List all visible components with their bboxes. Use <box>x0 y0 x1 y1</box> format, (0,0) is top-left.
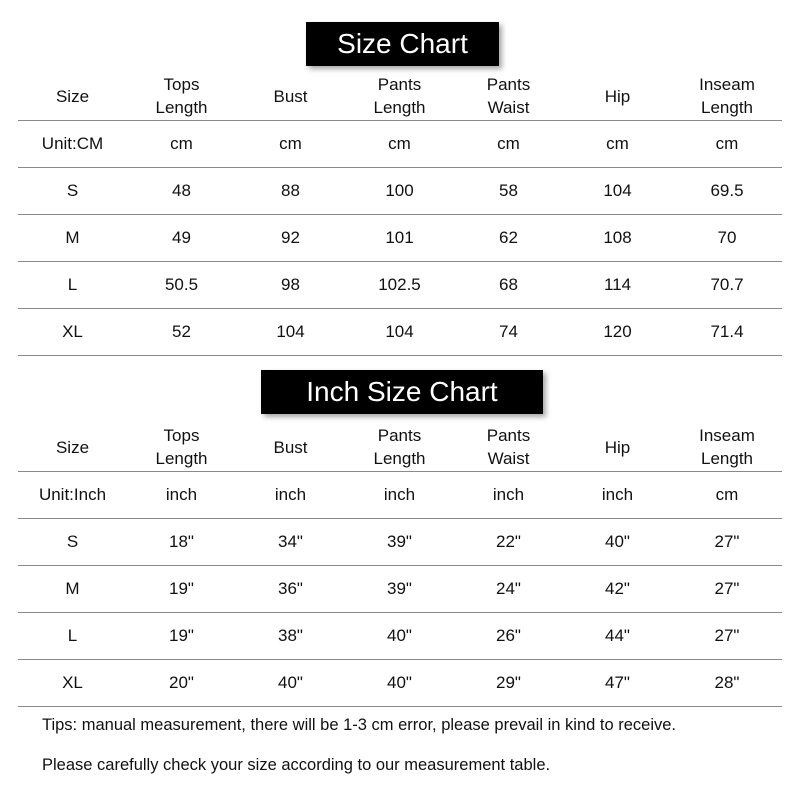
measurement-cell: cm <box>672 120 782 167</box>
measurement-cell: 92 <box>236 214 345 261</box>
measurement-cell: cm <box>563 120 672 167</box>
size-row <box>18 167 782 214</box>
size-label-cell: M <box>18 565 127 612</box>
size-label-cell: S <box>18 518 127 565</box>
tips-text: Tips: manual measurement, there will be 1-3 cm error, please prevail in kind to receive. <box>42 716 677 734</box>
size-row <box>18 518 782 565</box>
size-label-cell: M <box>18 214 127 261</box>
column-header: Pants Length <box>345 73 454 120</box>
measurement-cell: 88 <box>236 167 345 214</box>
column-header: Pants Length <box>345 424 454 471</box>
measurement-cell: 114 <box>563 261 672 308</box>
size-label-cell: XL <box>18 659 127 706</box>
measurement-cell: inch <box>345 471 454 518</box>
size-label-cell: L <box>18 261 127 308</box>
cm-size-table <box>18 73 782 356</box>
measurement-cell: 36" <box>236 565 345 612</box>
header-row <box>18 424 782 471</box>
measurement-cell: 48 <box>127 167 236 214</box>
measurement-cell: 19" <box>127 565 236 612</box>
column-header: Hip <box>563 424 672 471</box>
column-header: Pants Waist <box>454 73 563 120</box>
measurement-cell: 24" <box>454 565 563 612</box>
unit-row <box>18 471 782 518</box>
measurement-cell: 58 <box>454 167 563 214</box>
size-label-cell: L <box>18 612 127 659</box>
measurement-cell: 39" <box>345 518 454 565</box>
measurement-cell: 100 <box>345 167 454 214</box>
measurement-cell: 108 <box>563 214 672 261</box>
size-label-cell: S <box>18 167 127 214</box>
measurement-cell: cm <box>672 471 782 518</box>
column-header: Inseam Length <box>672 424 782 471</box>
column-header: Size <box>18 73 127 120</box>
measurement-cell: 69.5 <box>672 167 782 214</box>
unit-row <box>18 120 782 167</box>
measurement-cell: 40" <box>236 659 345 706</box>
measurement-cell: 68 <box>454 261 563 308</box>
measurement-cell: 98 <box>236 261 345 308</box>
size-row <box>18 612 782 659</box>
measurement-cell: 39" <box>345 565 454 612</box>
column-header: Hip <box>563 73 672 120</box>
measurement-cell: 40" <box>345 659 454 706</box>
size-row <box>18 308 782 355</box>
measurement-cell: 120 <box>563 308 672 355</box>
measurement-cell: 40" <box>563 518 672 565</box>
measurement-cell: inch <box>127 471 236 518</box>
measurement-cell: 28" <box>672 659 782 706</box>
column-header: Bust <box>236 73 345 120</box>
measurement-cell: 74 <box>454 308 563 355</box>
measurement-cell: 101 <box>345 214 454 261</box>
measurement-cell: 47" <box>563 659 672 706</box>
measurement-cell: 42" <box>563 565 672 612</box>
measurement-cell: 70.7 <box>672 261 782 308</box>
measurement-cell: 104 <box>236 308 345 355</box>
measurement-cell: 20" <box>127 659 236 706</box>
size-label-cell: XL <box>18 308 127 355</box>
measurement-cell: inch <box>563 471 672 518</box>
size-row <box>18 261 782 308</box>
measurement-cell: 49 <box>127 214 236 261</box>
measurement-cell: 29" <box>454 659 563 706</box>
measurement-cell: 44" <box>563 612 672 659</box>
column-header: Pants Waist <box>454 424 563 471</box>
column-header: Inseam Length <box>672 73 782 120</box>
measurement-cell: cm <box>454 120 563 167</box>
measurement-cell: 52 <box>127 308 236 355</box>
measurement-cell: cm <box>236 120 345 167</box>
measurement-cell: 38" <box>236 612 345 659</box>
column-header: Bust <box>236 424 345 471</box>
size-row <box>18 214 782 261</box>
header-row <box>18 73 782 120</box>
size-label-cell: Unit:Inch <box>18 471 127 518</box>
measurement-cell: inch <box>454 471 563 518</box>
measurement-cell: 71.4 <box>672 308 782 355</box>
measurement-cell: 27" <box>672 565 782 612</box>
measurement-cell: inch <box>236 471 345 518</box>
check-size-note: Please carefully check your size according to our measurement table. <box>42 756 551 774</box>
measurement-cell: 34" <box>236 518 345 565</box>
measurement-cell: 19" <box>127 612 236 659</box>
measurement-cell: 102.5 <box>345 261 454 308</box>
size-row <box>18 659 782 706</box>
column-header: Tops Length <box>127 424 236 471</box>
measurement-cell: cm <box>127 120 236 167</box>
measurement-cell: cm <box>345 120 454 167</box>
cm-size-chart-title: Size Chart <box>306 22 499 66</box>
measurement-cell: 22" <box>454 518 563 565</box>
measurement-cell: 40" <box>345 612 454 659</box>
measurement-cell: 104 <box>345 308 454 355</box>
size-label-cell: Unit:CM <box>18 120 127 167</box>
measurement-cell: 18" <box>127 518 236 565</box>
measurement-cell: 26" <box>454 612 563 659</box>
measurement-cell: 50.5 <box>127 261 236 308</box>
measurement-cell: 70 <box>672 214 782 261</box>
measurement-cell: 62 <box>454 214 563 261</box>
size-row <box>18 565 782 612</box>
column-header: Size <box>18 424 127 471</box>
inch-size-table <box>18 424 782 707</box>
column-header: Tops Length <box>127 73 236 120</box>
measurement-cell: 27" <box>672 612 782 659</box>
measurement-cell: 27" <box>672 518 782 565</box>
inch-size-chart-title: Inch Size Chart <box>261 370 543 414</box>
measurement-cell: 104 <box>563 167 672 214</box>
